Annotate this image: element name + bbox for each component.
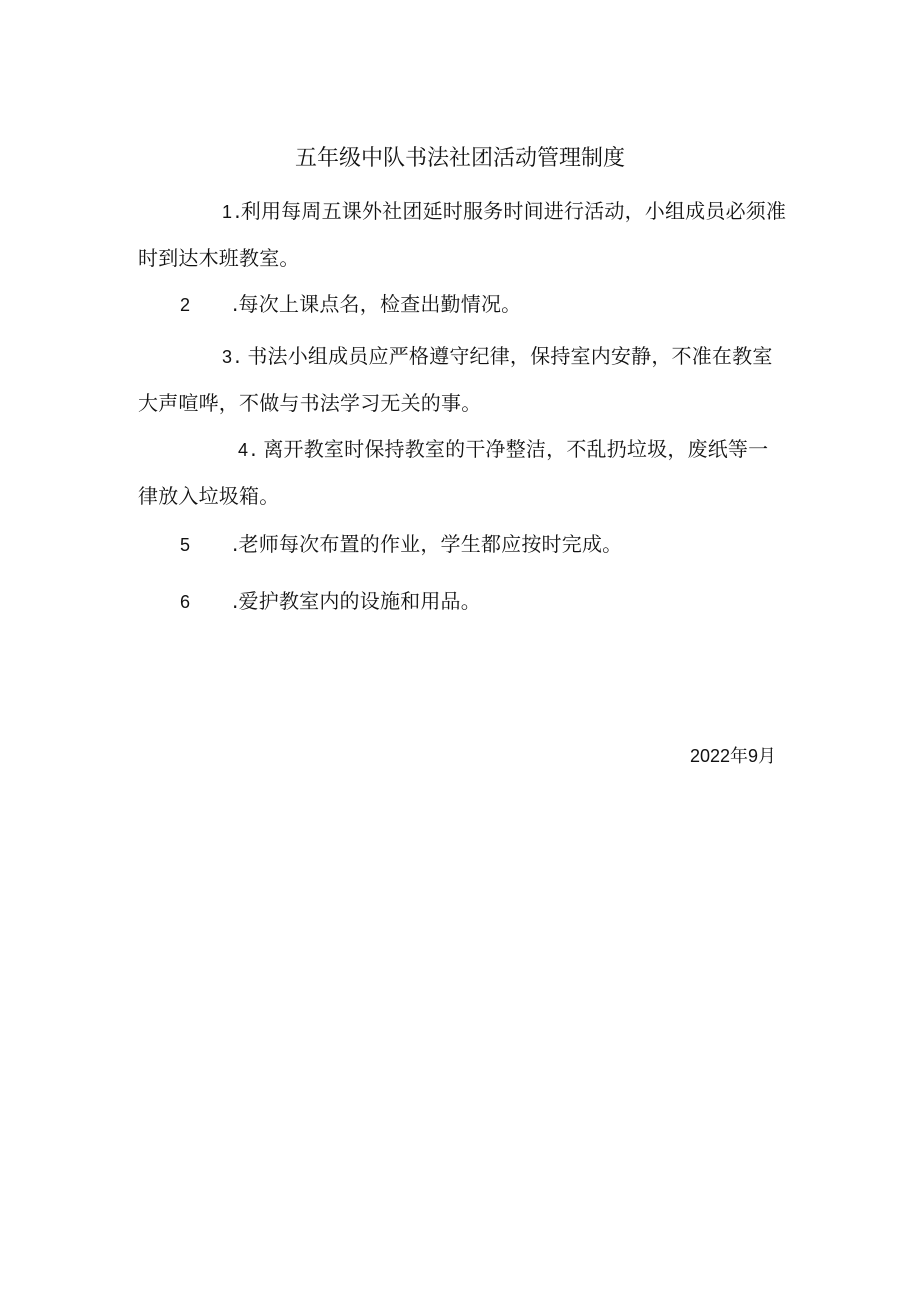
rule-item-6 [138, 578, 788, 625]
rule-item-5 [138, 521, 788, 568]
document-title: 五年级中队书法社团活动管理制度 [294, 145, 625, 171]
rule-number-3: 3 [222, 347, 233, 367]
rule-text-5: .老师每次布置的作业，学生都应按时完成。 [232, 532, 623, 556]
rule-number-1: 1 [222, 202, 233, 222]
rule-number-5: 5 [180, 535, 191, 555]
rule-item-2 [138, 281, 788, 328]
rule-item-1 [138, 188, 788, 281]
rule-item-4 [138, 426, 788, 519]
document-date: 2022年9月 [689, 746, 776, 766]
rule-text-4: . 离开教室时保持教室的干净整洁，不乱扔垃圾，废纸等一律放入垃圾箱。 [138, 437, 769, 508]
rule-item-3 [138, 333, 788, 426]
rule-number-4: 4 [238, 440, 249, 460]
rule-text-6: .爱护教室内的设施和用品。 [232, 589, 481, 613]
rule-text-2: .每次上课点名，检查出勤情况。 [232, 292, 522, 316]
rule-number-6: 6 [180, 592, 191, 612]
rule-text-3: . 书法小组成员应严格遵守纪律，保持室内安静，不准在教室大声喧哗，不做与书法学习无关的事。 [138, 344, 773, 415]
rule-text-1: .利用每周五课外社团延时服务时间进行活动，小组成员必须准时到达木班教室。 [138, 199, 787, 270]
rule-number-2: 2 [180, 295, 191, 315]
